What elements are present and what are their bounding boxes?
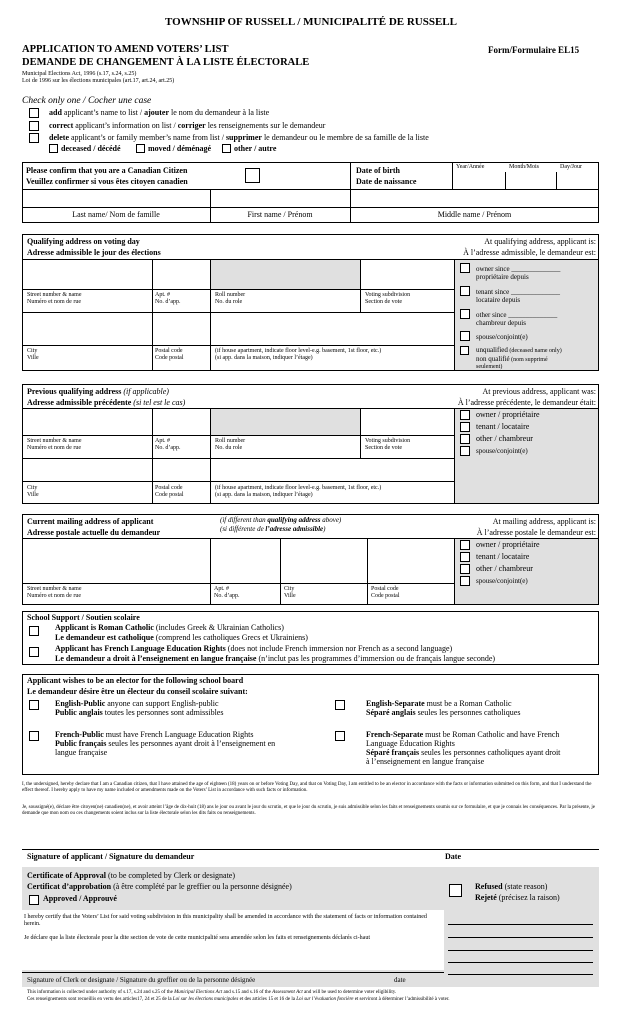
check-one-label: Check only one / Cocher une case (22, 96, 152, 106)
qualifying-status-fr: À l’adresse admissible, le demandeur est: (463, 248, 596, 257)
mailing-tenant-label: tenant / locataire (476, 552, 530, 561)
mailing-city-field[interactable] (281, 539, 367, 583)
qualifying-owner-checkbox[interactable] (460, 263, 470, 273)
qualifying-other-checkbox[interactable] (460, 309, 470, 319)
mailing-street-field[interactable] (23, 539, 210, 583)
previous-city-postal-field[interactable] (23, 459, 452, 481)
mailing-note-fr: (si différente de l’adresse admissible) (220, 525, 326, 533)
qualifying-tenant-checkbox[interactable] (460, 286, 470, 296)
correct-option-text: correct applicant’s information on list / corriger les renseignements sur le demandeur (49, 121, 326, 130)
qualifying-floor-label: (if house apartment, indicate floor level-e.g. basement, 1st floor, etc.) (si app. dans la maison, indiquer l’étage) (215, 348, 382, 361)
qualifying-apt-field[interactable] (153, 260, 210, 289)
previous-street-field[interactable] (23, 409, 152, 435)
footer-notice-en: This information is collected under authority of s.17, s.24 and s.25 of the Municipal Elections Act and s.15 and s.16 of the Assessment Act and will be used to determine voter eligibility. (27, 990, 397, 995)
form-heading-en: APPLICATION TO AMEND VOTERS’ LIST (22, 44, 229, 55)
rejected-label: Rejeté (précisez la raison) (475, 893, 560, 902)
dob-month-field[interactable] (505, 172, 556, 189)
school-board-title-en: Applicant wishes to be an elector for the following school board (27, 676, 244, 685)
previous-owner-label: owner / propriétaire (476, 410, 540, 419)
school-support-title: School Support / Soutien scolaire (27, 613, 140, 622)
certificate-title-fr: Certificat d’approbation (à être complété par le greffier ou la personne désignée) (27, 882, 292, 891)
last-name-field[interactable] (22, 189, 210, 207)
mailing-postal-label: Postal code Code postal (371, 586, 400, 599)
previous-tenant-label: tenant / locataire (476, 422, 530, 431)
previous-voting-label: Voting subdivision Section de vote (365, 438, 411, 451)
previous-voting-field[interactable] (361, 409, 454, 435)
mailing-title-en: Current mailing address of applicant (27, 517, 154, 526)
french-separate-text: French-Separate must be Roman Catholic and have French Language Education Rights Séparé français seules les personnes catholiques ayant droit à l’enseignement en langue française (366, 730, 561, 766)
previous-apt-field[interactable] (153, 409, 210, 435)
qualifying-city-label: City Ville (27, 348, 39, 361)
roman-catholic-fr: Le demandeur est catholique (comprend les catholiques Grecs et Ukrainiens) (55, 633, 308, 642)
mailing-street-label: Street number & name Numéro et nom de rue (27, 586, 82, 599)
previous-city-label: City Ville (27, 485, 39, 498)
dob-year-label: Year/Année (456, 164, 485, 170)
qualifying-title-en: Qualifying address on voting day (27, 237, 140, 246)
qualifying-tenant-label: tenant since ______________ locataire depuis (476, 288, 560, 304)
mailing-tenant-checkbox[interactable] (460, 552, 470, 562)
first-name-label: First name / Prénom (247, 210, 313, 219)
act-reference-en: Municipal Elections Act, 1996 (s.17, s.24, s.25) (22, 71, 137, 77)
qualifying-other-label: other since ______________ chambreur depuis (476, 311, 558, 327)
last-name-label: Last name/ Nom de famille (72, 210, 160, 219)
certification-text-fr: Je déclare que la liste électorale pour la dite section de vote de cette municipalité sera amendée selon les faits et renseignements déclarés ci-haut (24, 935, 371, 941)
mailing-status-en: At mailing address, applicant is: (492, 517, 596, 526)
previous-status-en: At previous address, applicant was: (482, 387, 596, 396)
mailing-spouse-label: spouse/conjoint(e) (476, 577, 528, 585)
moved-label: moved / déménagé (148, 144, 212, 153)
previous-street-label: Street number & name Numéro et nom de rue (27, 438, 82, 451)
certificate-title-en: Certificate of Approval (to be completed by Clerk or designate) (27, 871, 236, 880)
dob-day-field[interactable] (556, 172, 599, 189)
previous-other-checkbox[interactable] (460, 434, 470, 444)
previous-title-en: Previous qualifying address (if applicable) (27, 387, 169, 396)
mailing-other-label: other / chambreur (476, 564, 533, 573)
middle-name-label: Middle name / Prénom (437, 210, 512, 219)
english-public-checkbox[interactable] (29, 700, 39, 710)
mailing-note-en: (if different than qualifying address above) (220, 516, 342, 524)
page-title: TOWNSHIP OF RUSSELL / MUNICIPALITÉ DE RUSSELL (165, 16, 457, 28)
form-id: Form/Formulaire EL15 (488, 45, 580, 55)
citizen-confirm-fr: Veuillez confirmer si vous êtes citoyen canadien (26, 177, 188, 186)
act-reference-fr: Loi de 1996 sur les élections municipales (art.17, art.24, art.25) (22, 78, 175, 84)
dob-day-label: Day/Jour (560, 164, 582, 170)
middle-name-field[interactable] (350, 189, 599, 207)
qualifying-apt-label: Apt. # No. d’app. (155, 292, 181, 305)
mailing-spouse-checkbox[interactable] (460, 576, 470, 586)
approved-label: Approved / Approuvé (43, 894, 117, 903)
qualifying-voting-field[interactable] (361, 260, 454, 289)
delete-checkbox[interactable] (29, 133, 39, 143)
refusal-reason-field[interactable] (448, 906, 593, 974)
correct-checkbox[interactable] (29, 121, 39, 131)
dob-year-field[interactable] (452, 172, 505, 189)
previous-tenant-checkbox[interactable] (460, 422, 470, 432)
applicant-signature-label: Signature of applicant / Signature du demandeur (27, 852, 195, 861)
qualifying-unqualified-label: unqualified (deceased name only) non qualifié (nom supprimé seulement) (476, 346, 562, 370)
english-public-text: English-Public anyone can support English-public Public anglais toutes les personnes sont admissibles (55, 699, 224, 717)
french-public-checkbox[interactable] (29, 731, 39, 741)
qualifying-postal-label: Postal code Code postal (155, 348, 184, 361)
clerk-signature-label: Signature of Clerk or designate / Signature du greffier ou de la personne désignée (27, 976, 256, 984)
form-heading-fr: DEMANDE DE CHANGEMENT À LA LISTE ÉLECTORALE (22, 57, 310, 68)
qualifying-roll-label: Roll number No. du role (215, 292, 246, 305)
qualifying-city-postal-field[interactable] (23, 313, 452, 345)
other-label: other / autre (234, 144, 277, 153)
qualifying-street-field[interactable] (23, 260, 152, 289)
qualifying-unqualified-checkbox[interactable] (460, 346, 469, 355)
previous-title-fr: Adresse admissible précédente (si tel est le cas) (27, 398, 186, 407)
qualifying-spouse-label: spouse/conjoint(e) (476, 333, 528, 341)
citizen-checkbox[interactable] (245, 168, 260, 183)
applicant-date-label: Date (445, 852, 461, 861)
refused-checkbox[interactable] (449, 884, 462, 897)
english-separate-text: English-Separate must be a Roman Catholic Séparé anglais seules les personnes catholiques (366, 699, 521, 717)
certification-text-en: I hereby certify that the Voters’ List for said voting subdivision in this municipality shall be amended in accordance with the statement of facts or information contained herein. (24, 914, 427, 927)
mailing-owner-label: owner / propriétaire (476, 540, 540, 549)
previous-apt-label: Apt. # No. d’app. (155, 438, 181, 451)
add-checkbox[interactable] (29, 108, 39, 118)
moved-checkbox[interactable] (136, 144, 145, 153)
mailing-apt-field[interactable] (211, 539, 280, 583)
previous-owner-checkbox[interactable] (460, 410, 470, 420)
add-option-text: add applicant’s name to list / ajouter le nom du demandeur à la liste (49, 108, 270, 117)
qualifying-owner-label: owner since ______________ propriétaire depuis (476, 265, 561, 281)
mailing-apt-label: Apt. # No. d’app. (214, 586, 240, 599)
declaration-fr: Je, soussigné(e), déclare être citoyen(ne) canadien(ne), et avoir atteint l’âge de dix-huit (18) ans le jour ou avant le jour du scrutin, et que le jour du scrutin, je suis admissible selon les faits et renseignements soumis sur ce formulaire, et que je connais les conséquences. Par la présente, je demande que mon nom ou ces changements soient inclus sur la liste électorale selon les dits faits ou renseignements. (22, 805, 596, 816)
previous-spouse-label: spouse/conjoint(e) (476, 447, 528, 455)
citizen-confirm-en: Please confirm that you are a Canadian Citizen (26, 166, 188, 175)
french-public-text: French-Public must have French Language Education Rights Public français seules les personnes ayant droit à l’enseignement en langue française (55, 730, 276, 757)
mailing-postal-field[interactable] (368, 539, 454, 583)
school-board-title-fr: Le demandeur désire être un électeur du conseil scolaire suivant: (27, 687, 248, 696)
qualifying-spouse-checkbox[interactable] (460, 331, 470, 341)
qualifying-voting-label: Voting subdivision Section de vote (365, 292, 411, 305)
english-separate-checkbox[interactable] (335, 700, 345, 710)
dob-month-label: Month/Mois (509, 164, 540, 170)
dob-label-en: Date of birth (356, 166, 400, 175)
previous-postal-label: Postal code Code postal (155, 485, 184, 498)
previous-floor-label: (if house apartment, indicate floor level-e.g. basement, 1st floor, etc.) (si app. dans la maison, indiquer l’étage) (215, 485, 382, 498)
previous-other-label: other / chambreur (476, 434, 533, 443)
mailing-title-fr: Adresse postale actuelle du demandeur (27, 528, 161, 537)
qualifying-status-en: At qualifying address, applicant is: (484, 237, 596, 246)
mailing-owner-checkbox[interactable] (460, 540, 470, 550)
mailing-city-label: City Ville (284, 586, 296, 599)
applicant-signature-field[interactable] (22, 832, 442, 848)
previous-spouse-checkbox[interactable] (460, 446, 470, 456)
declaration-en: I, the undersigned, hereby declare that I am a Canadian citizen, that I have attained the age of eighteen (18) years on or before Voting Day, and that on Voting Day, I am entitled to be an elector in accordance with the facts or information submitted on this form, and that I understand the effect thereof. I hereby apply to have my name included or amendments made on the Voters’ List in accordance with such facts or information. (22, 782, 592, 793)
previous-status-fr: À l’adresse précédente, le demandeur était: (457, 398, 596, 407)
mailing-status-fr: À l’adresse postale le demandeur est: (476, 528, 596, 537)
qualifying-title-fr: Adresse admissible le jour des élections (27, 248, 161, 257)
first-name-field[interactable] (210, 189, 350, 207)
french-rights-checkbox[interactable] (29, 647, 39, 657)
french-separate-checkbox[interactable] (335, 731, 345, 741)
approved-checkbox[interactable] (29, 895, 39, 905)
roman-catholic-en: Applicant is Roman Catholic (includes Greek & Ukrainian Catholics) (55, 623, 284, 632)
clerk-date-label: date (394, 976, 406, 984)
roman-catholic-checkbox[interactable] (29, 626, 39, 636)
french-rights-en: Applicant has French Language Education Rights (does not include French immersion nor French as a second language) (55, 644, 453, 653)
delete-option-text: delete applicant’s or family member’s name from list / supprimer le demandeur ou le membre de sa famille de la liste (49, 133, 429, 142)
refused-label: Refused (state reason) (475, 882, 548, 891)
deceased-label: deceased / décédé (61, 144, 121, 153)
previous-roll-label: Roll number No. du role (215, 438, 246, 451)
mailing-other-checkbox[interactable] (460, 564, 470, 574)
other-checkbox[interactable] (222, 144, 231, 153)
applicant-date-field[interactable] (444, 832, 599, 848)
qualifying-street-label: Street number & name Numéro et nom de rue (27, 292, 82, 305)
french-rights-fr: Le demandeur a droit à l’enseignement en langue française (n’inclut pas les programmes d’immersion ou de français langue seconde) (55, 654, 496, 663)
deceased-checkbox[interactable] (49, 144, 58, 153)
dob-label-fr: Date de naissance (356, 177, 417, 186)
footer-notice-fr: Ces renseignements sont recueillis en vertu des articles17, 24 et 25 de la Loi sur les élections municipales et des articles 15 et 16 de la Loi sur l’évaluation foncière et serviront à déterminer l’admissibilité à voter. (27, 997, 450, 1002)
